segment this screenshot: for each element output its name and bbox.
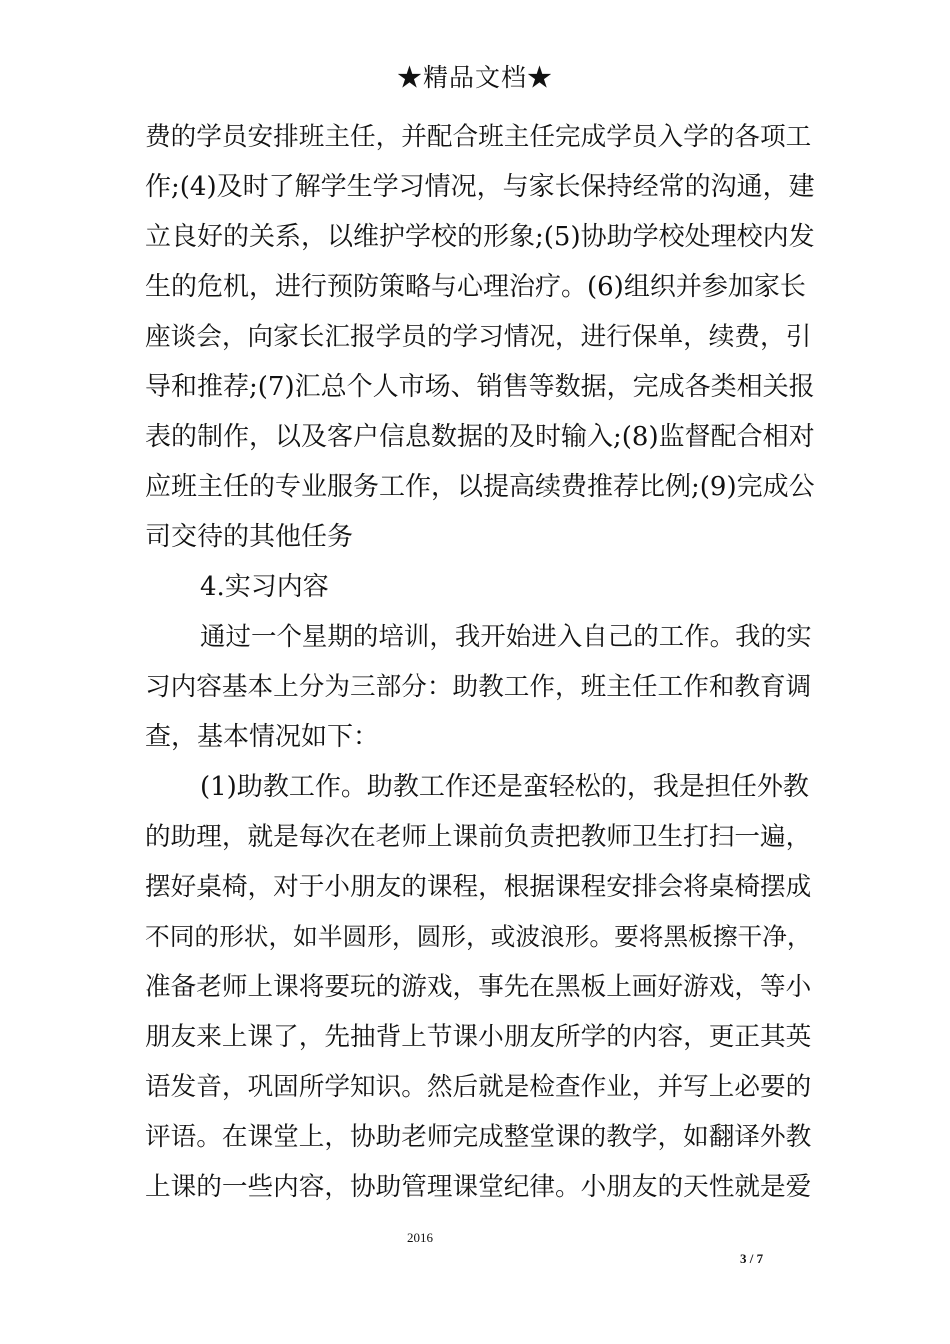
- text-line: 准备老师上课将要玩的游戏，事先在黑板上画好游戏，等小: [145, 972, 812, 1002]
- text-line: (1)助教工作。助教工作还是蛮轻松的，我是担任外教: [200, 772, 809, 802]
- text-line: 应班主任的专业服务工作，以提高续费推荐比例;(9)完成公: [145, 472, 815, 502]
- text-line: 立良好的关系，以维护学校的形象;(5)协助学校处理校内发: [145, 222, 815, 252]
- text-line: 语发音，巩固所学知识。然后就是检查作业，并写上必要的: [145, 1072, 812, 1102]
- footer-year: 2016: [407, 1230, 433, 1245]
- text-line: 导和推荐;(7)汇总个人市场、销售等数据，完成各类相关报: [145, 372, 815, 402]
- text-line: 通过一个星期的培训，我开始进入自己的工作。我的实: [200, 622, 812, 652]
- text-line: 表的制作，以及客户信息数据的及时输入;(8)监督配合相对: [145, 422, 815, 452]
- document-header-title: ★精品文档★: [396, 63, 553, 92]
- text-line: 摆好桌椅，对于小朋友的课程，根据课程安排会将桌椅摆成: [145, 872, 812, 902]
- text-line: 座谈会，向家长汇报学员的学习情况，进行保单，续费，引: [145, 322, 812, 352]
- text-line: 费的学员安排班主任，并配合班主任完成学员入学的各项工: [145, 122, 812, 152]
- text-line: 上课的一些内容，协助管理课堂纪律。小朋友的天性就是爱: [145, 1172, 812, 1202]
- text-line: 不同的形状，如半圆形，圆形，或波浪形。要将黑板擦干净，: [145, 922, 812, 951]
- text-line: 生的危机，进行预防策略与心理治疗。(6)组织并参加家长: [145, 272, 806, 302]
- text-line: 的助理，就是每次在老师上课前负责把教师卫生打扫一遍，: [145, 822, 812, 852]
- text-line: 朋友来上课了，先抽背上节课小朋友所学的内容，更正其英: [145, 1022, 812, 1052]
- document-body: [145, 112, 815, 1212]
- text-line: 查，基本情况如下：: [145, 722, 380, 752]
- text-line: 司交待的其他任务: [145, 522, 354, 552]
- page-number: 3 / 7: [740, 1251, 764, 1266]
- text-line: 作;(4)及时了解学生学习情况，与家长保持经常的沟通，建: [145, 172, 815, 202]
- text-line: 评语。在课堂上，协助老师完成整堂课的教学，如翻译外教: [145, 1122, 812, 1152]
- text-line: 习内容基本上分为三部分：助教工作，班主任工作和教育调: [145, 672, 812, 702]
- section-heading: 4.实习内容: [200, 572, 329, 602]
